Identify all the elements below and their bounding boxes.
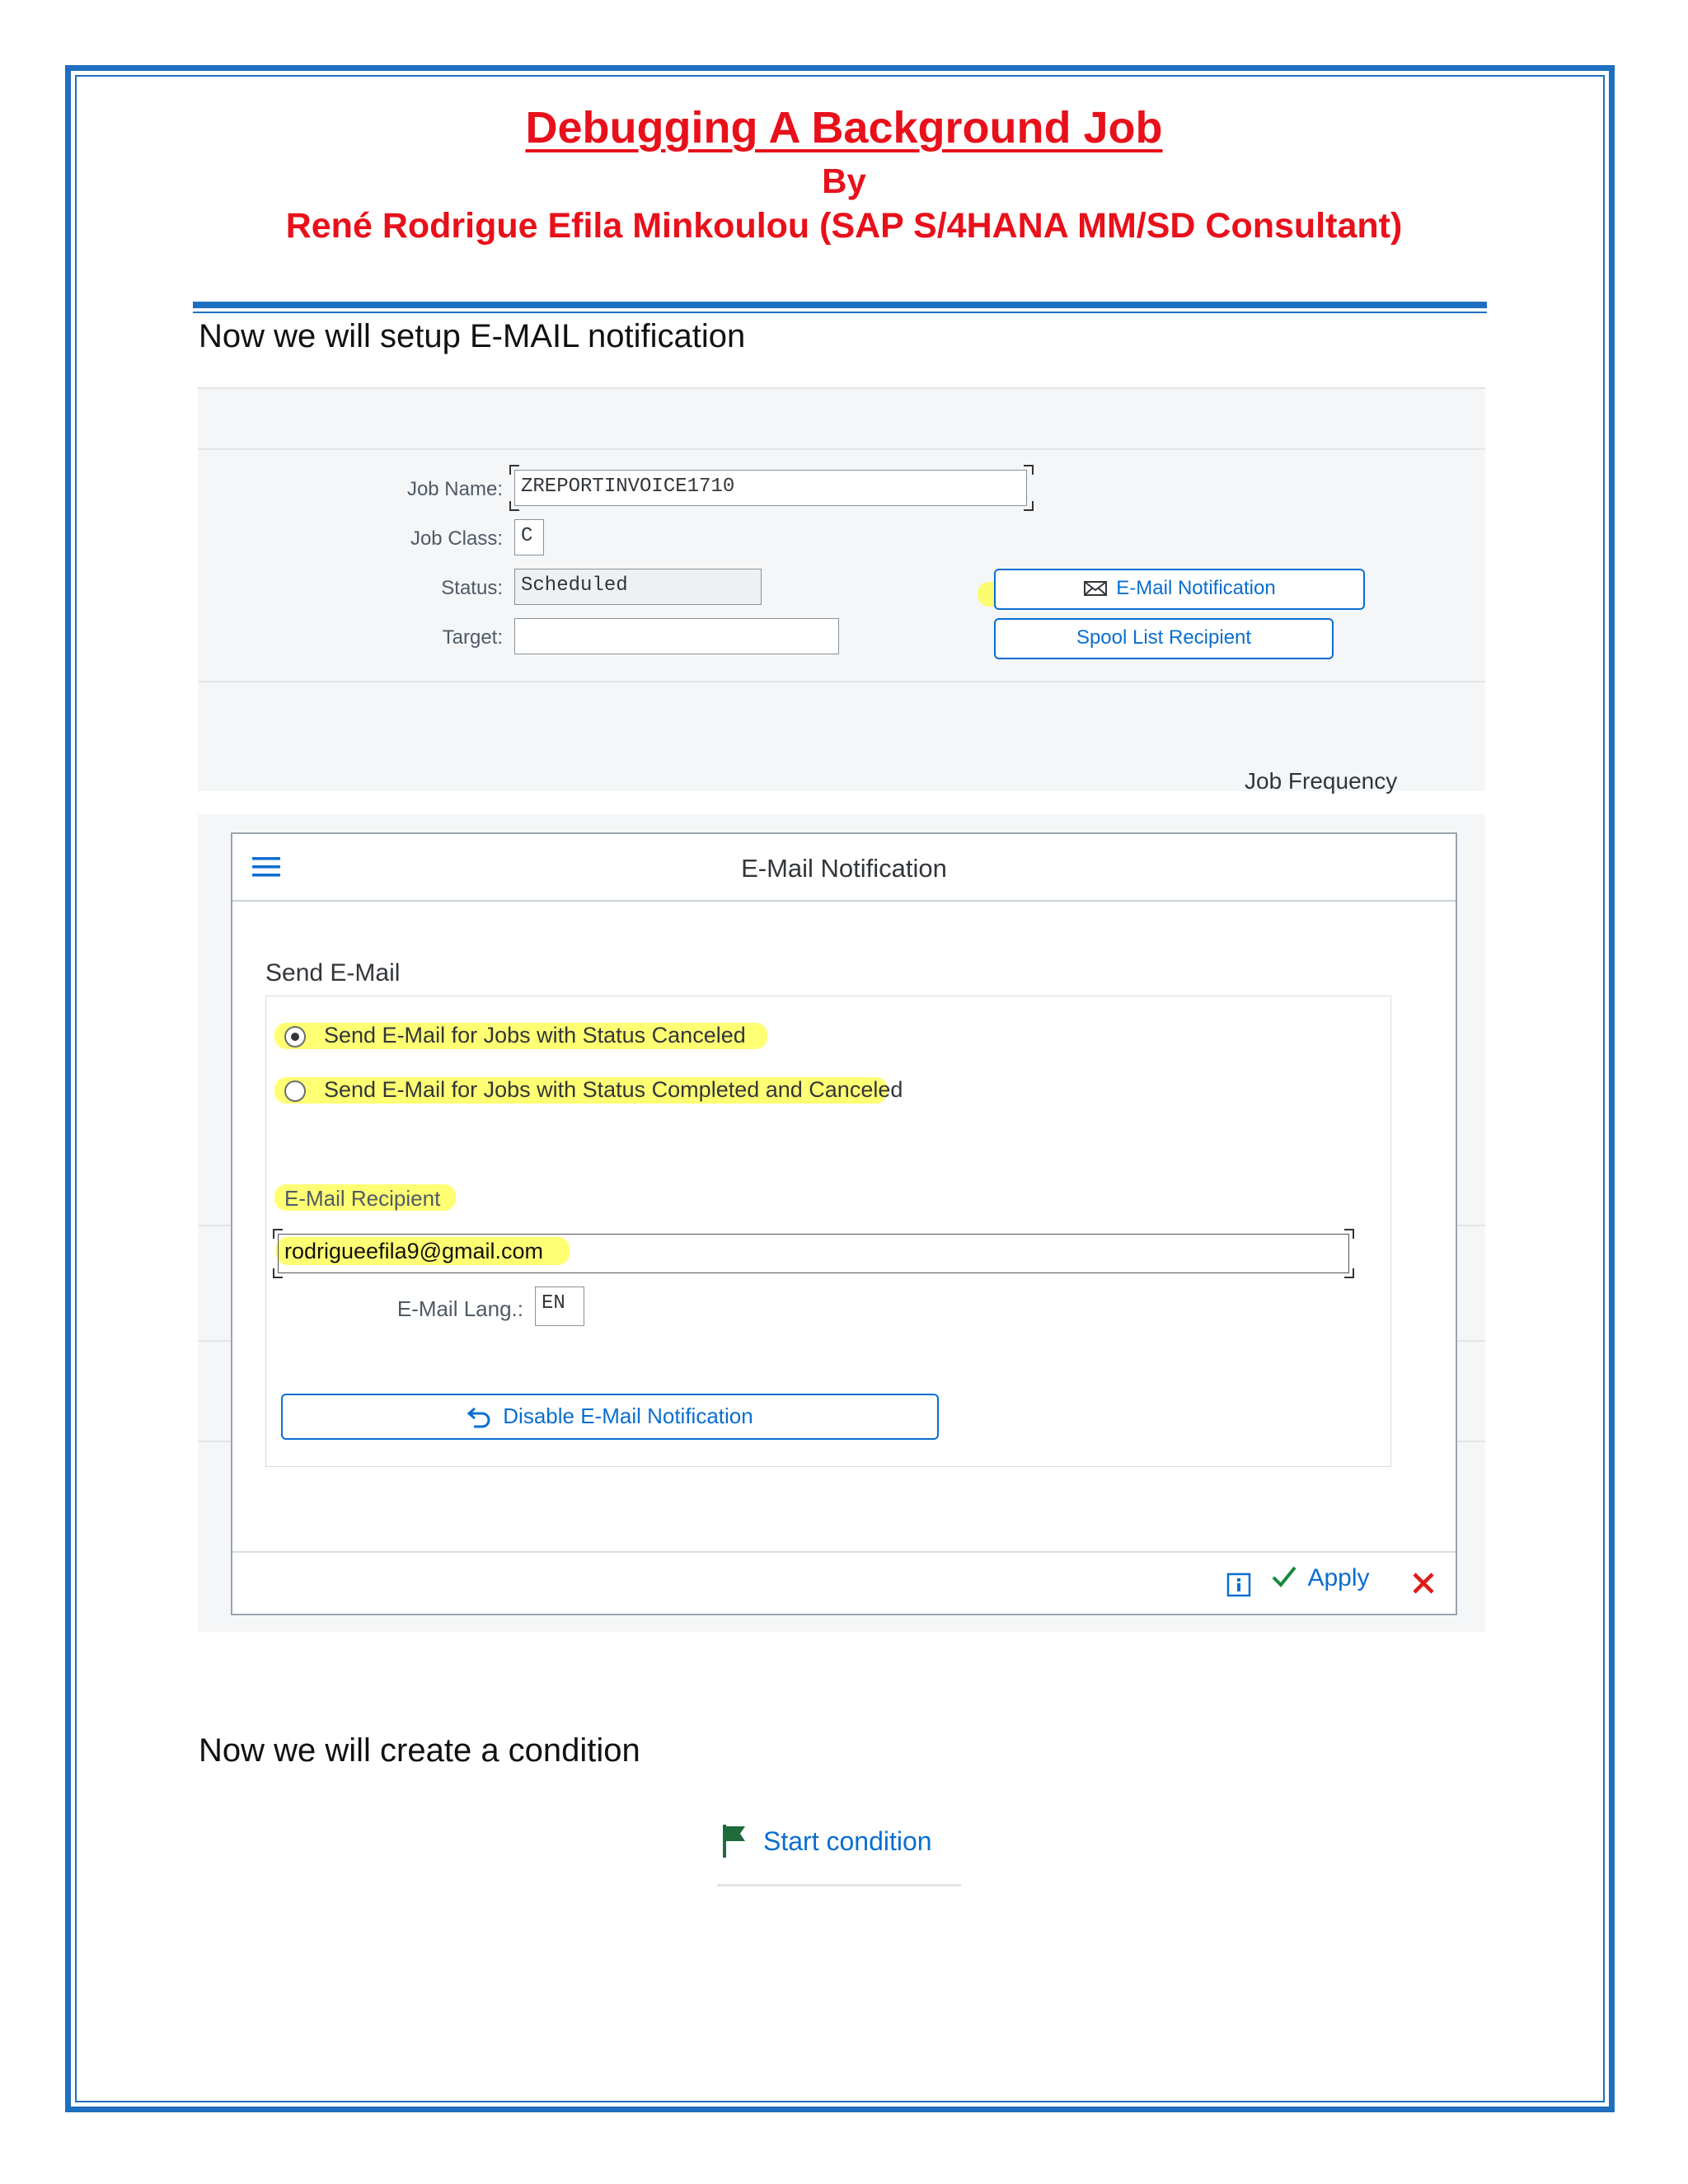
byline: By: [822, 162, 866, 200]
dialog-title: E-Mail Notification: [741, 854, 947, 883]
send-email-group-label: Send E-Mail: [265, 959, 401, 987]
status-label: Status:: [441, 577, 503, 599]
section-text-email-setup: Now we will setup E-MAIL notification: [199, 318, 746, 354]
email-notification-button-label: E-Mail Notification: [1116, 577, 1276, 599]
email-recipient-input[interactable]: rodrigueefila9@gmail.com: [278, 1234, 1349, 1273]
job-class-label: Job Class:: [410, 527, 503, 550]
start-condition-label: Start condition: [763, 1826, 932, 1856]
disable-email-notification-button[interactable]: [281, 1394, 939, 1440]
email-recipient-label: E-Mail Recipient: [284, 1186, 441, 1211]
start-condition-button[interactable]: [717, 1821, 961, 1891]
envelope-icon: [1083, 578, 1108, 598]
header-divider: [193, 302, 1487, 308]
info-icon[interactable]: [1226, 1572, 1251, 1597]
spool-list-recipient-button[interactable]: [994, 618, 1334, 659]
spool-list-recipient-label: Spool List Recipient: [1076, 626, 1252, 649]
option-completed-label: Send E-Mail for Jobs with Status Completed and Canceled: [324, 1077, 903, 1102]
start-condition-underline: [717, 1884, 961, 1886]
email-notification-dialog: [231, 832, 1457, 1615]
radio-status-completed[interactable]: [284, 1080, 306, 1102]
job-name-input[interactable]: ZREPORTINVOICE1710: [514, 470, 1027, 506]
email-notification-button[interactable]: [994, 569, 1365, 610]
undo-icon: [467, 1404, 493, 1428]
job-frequency-label: Job Frequency: [1245, 768, 1398, 794]
job-name-label: Job Name:: [406, 478, 503, 500]
send-email-group: [265, 996, 1391, 1467]
target-label: Target:: [442, 626, 503, 649]
target-input[interactable]: [514, 618, 839, 654]
disable-email-notification-label: Disable E-Mail Notification: [503, 1404, 753, 1428]
checkmark-icon: [1271, 1564, 1297, 1589]
status-field: Scheduled: [514, 569, 762, 605]
dialog-header: [232, 834, 1456, 902]
email-lang-label: E-Mail Lang.:: [396, 1296, 523, 1321]
header-divider-thin: [193, 312, 1487, 313]
flag-icon: [720, 1823, 748, 1859]
email-lang-input[interactable]: EN: [535, 1286, 584, 1326]
apply-button[interactable]: [1271, 1564, 1370, 1601]
section-text-condition: Now we will create a condition: [199, 1732, 640, 1769]
job-form-screenshot: [198, 387, 1485, 794]
document-title: Debugging A Background Job: [525, 103, 1163, 152]
apply-button-label: Apply: [1307, 1564, 1370, 1591]
job-class-input[interactable]: C: [514, 519, 544, 555]
email-dialog-screenshot: [198, 814, 1485, 1632]
close-icon[interactable]: [1411, 1571, 1436, 1596]
author-line: René Rodrigue Efila Minkoulou (SAP S/4HANA MM/SD Consultant): [285, 206, 1403, 246]
radio-status-canceled[interactable]: [284, 1026, 306, 1047]
option-canceled-label: Send E-Mail for Jobs with Status Canceled: [324, 1023, 746, 1047]
